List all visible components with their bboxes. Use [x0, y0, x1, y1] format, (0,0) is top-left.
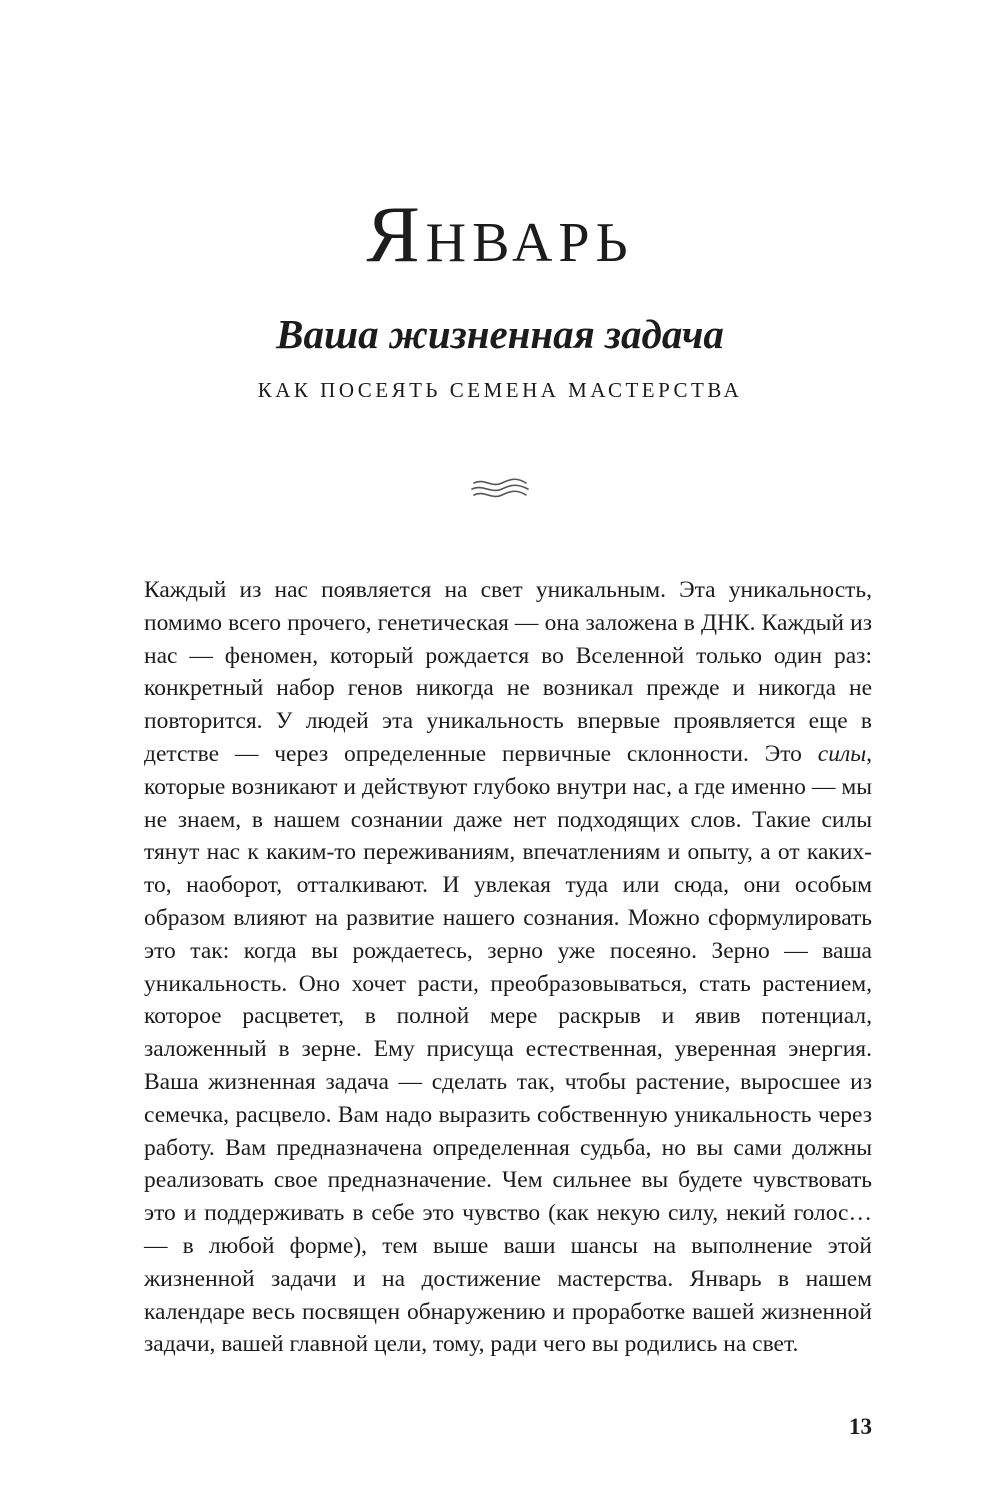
page-number: 13 — [849, 1414, 872, 1439]
body-italic-word: силы — [817, 740, 867, 767]
chapter-subtitle: Ваша жизненная задача — [276, 311, 724, 357]
body-paragraph — [144, 574, 872, 1361]
chapter-tagline: КАК ПОСЕЯТЬ СЕМЕНА МАСТЕРСТВА — [257, 378, 743, 402]
body-text-part-2: , которые возникают и действуют глубоко внутри нас, а где именно — мы не знаем, в нашем сознании даже нет подходящих слов. Такие силы тянут нас к каким-то переживаниям, впечатлениям и опыту, а от каких-то, наоборот, отталкивают. И увлекая туда или сюда, они особым образом влияют на развитие нашего сознания. Можно сформулировать это так: когда вы рождаетесь, зерно уже посеяно. Зерно — ваша уникальность. Оно хочет расти, преобразовываться, стать растением, которое расцветет, в полной мере раскрыв и явив потенциал, заложенный в зерне. Ему присуща естественная, уверенная энергия. Ваша жизненная задача — сделать так, чтобы растение, выросшее из семечка, расцвело. Вам надо выразить собственную уникальность через работу. Вам предназначена определенная судьба, но вы сами должны реализовать свое предназначение. Чем сильнее вы будете чувствовать это и поддерживать в себе это чувство (как некую силу, некий голос… — в любой форме), тем выше ваши шансы на выполнение этой жизненной задачи и на достижение мастерства. Январь в нашем календаре весь посвящен обнаружению и проработке вашей жизненной задачи, вашей главной цели, тому, ради чего вы родились на свет. — [144, 740, 872, 1358]
wave-ornament-icon — [470, 478, 530, 500]
chapter-title: Январь — [366, 191, 634, 279]
body-text-part-1: Каждый из нас появляется на свет уникальным. Эта уникальность, помимо всего прочего, генетическая — она заложена в ДНК. Каждый из нас — феномен, который рождается во Вселенной только один раз: конкретный набор генов никогда не возникал прежде и никогда не повторится. У людей эта уникальность впервые проявляется еще в детстве — через определенные первичные склонности. Это — [144, 577, 872, 767]
